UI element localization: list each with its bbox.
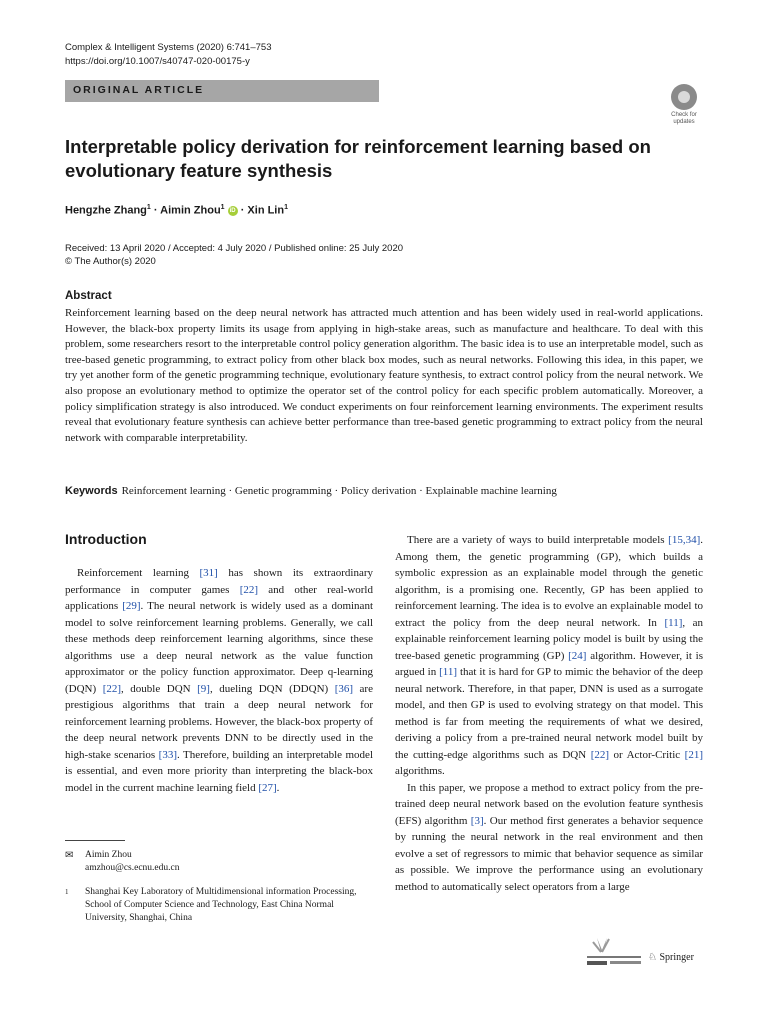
keywords-label: Keywords [65, 485, 118, 497]
citation-link[interactable]: [22] [590, 748, 610, 761]
citation-link[interactable]: [3] [470, 814, 484, 827]
citation-link[interactable]: [31] [199, 567, 218, 579]
journal-line: Complex & Intelligent Systems (2020) 6:741–753 [65, 42, 272, 53]
author-affiliation: 1 [284, 204, 288, 211]
section-heading-introduction: Introduction [65, 531, 147, 547]
check-updates-badge[interactable] [665, 84, 703, 124]
publication-dates [65, 242, 403, 268]
citation-link[interactable]: [33] [158, 748, 177, 761]
citation-link[interactable]: [11] [664, 616, 683, 629]
copyright-line: © The Author(s) 2020 [65, 256, 156, 267]
affiliation-text: Shanghai Key Laboratory of Multidimensional information Processing, School of Computer Science and Technology, East China Normal University, Shanghai, China [85, 887, 357, 923]
text-column-right [395, 532, 703, 895]
journal-citation [65, 41, 271, 69]
abstract-heading: Abstract [65, 290, 112, 302]
doi-link[interactable]: https://doi.org/10.1007/s40747-020-00175-y [65, 56, 250, 67]
text-column-left [65, 565, 373, 796]
corresponding-email[interactable]: amzhou@cs.ecnu.edu.cn [85, 863, 180, 873]
kacst-logo [583, 936, 645, 968]
dates-line: Received: 13 April 2020 / Accepted: 4 July 2020 / Published online: 25 July 2020 [65, 243, 404, 254]
citation-link[interactable]: [22] [239, 583, 259, 596]
citation-link[interactable]: [9] [197, 682, 210, 695]
footnote-divider [65, 840, 125, 841]
author-affiliation: 1 [220, 204, 225, 211]
corresponding-name: Aimin Zhou [85, 850, 132, 860]
envelope-icon: ✉ [65, 850, 74, 861]
abstract-text: Reinforcement learning based on the deep neural network has attracted much attention and has been widely used in real-world applications. However, the black-box property limits its usage from applying in high-stake areas, such as manufacture and healthcare. To deal with this problem, some researchers resort to the interpretable control policy generation algorithm. The basic idea is to use an interpretable model, such as tree-based genetic programming, to extract policy from other black box modes, such as neural networks. Following this idea, in this paper, we try yet another form of the genetic programming technique, evolutionary feature synthesis, to extract control policy from the neural network. We also propose an evolutionary method to optimize the operator set of the control policy for each specific problem automatically. Moreover, a policy simplification strategy is also introduced. We conduct experiments on four reinforcement learning environments. The experiment results reveal that evolutionary feature synthesis can achieve better performance than tree-based genetic programming to extract policy from the neural network with comparable interpretability. [65, 307, 703, 444]
keywords [65, 485, 557, 497]
publisher-logo [648, 952, 694, 963]
author-affiliation: 1 [146, 204, 151, 211]
publisher-name: Springer [659, 952, 694, 963]
springer-horse-icon: ♘ [648, 952, 657, 963]
citation-link[interactable]: [21] [684, 748, 703, 761]
author-list: Hengzhe Zhang$^1$ · Aimin Zhou$^1$ iD · Xin Lin$^1$ [65, 204, 288, 217]
citation-link[interactable]: [29] [122, 600, 141, 612]
paragraph: There are a variety of ways to build interpretable models [15,34]. Among them, the genetic programming (GP), which builds a symbolic expression as an explainable model through the genetic algorithm, is a promising one. Recently, GP has been applied to reinforcement learning. The idea is to evolve an explainable model to extract the policy from the deep neural network. In [11], an explainable reinforcement learning policy model is built by using the tree-based genetic programming (GP) [24] algorithm. However, it is argued in [11] that it is hard for GP to mimic the behavior of the deep neural network. Therefore, in that paper, DNN is used as a surrogate model, and then GP is used to evolving strategy on that model. This method is far from meeting the requirements of what we desired, deriving a policy from a pre-trained neural network model built by the cutting-edge algorithms such as DQN [22] or Actor-Critic [21] algorithms. [395, 534, 703, 777]
paragraph: Reinforcement learning [31] has shown its extraordinary performance in computer games [22] and other real-world applications [29]. The neural network is widely used as a dominant model to solve reinforcement learning problems. Generally, we call these methods deep reinforcement learning algorithms, since these algorithms use a deep neural network as the value function approximator or the policy function approximator. Deep q-learning (DQN) [22], double DQN [9], dueling DQN (DDQN) [36] are prestigious algorithms that train a deep neural network for reinforcement learning problems. However, the black-box property of the deep neural network prevents DNN to be directly used in the high-stake scenarios [33]. Therefore, building an interpretable model is essential, and even more priority than interpreting the black-box model in the current machine learning field [27]. [65, 567, 373, 794]
citation-link[interactable]: [22] [102, 682, 122, 695]
article-type-banner [65, 80, 379, 102]
citation-link[interactable]: [11] [439, 666, 458, 678]
paragraph: In this paper, we propose a method to extract policy from the pre-trained deep neural network based on the evolution feature synthesis (EFS) algorithm [3]. Our method first generates a behavior sequence by running the neural network in the real environment and then evolve a set of regressors to mimic that behavior sequence as similar as possible. We improve the performance using an evolutionary method to automatically select operators from a large [395, 781, 703, 893]
citation-link[interactable]: [27] [258, 781, 277, 794]
article-type: ORIGINAL ARTICLE [73, 84, 205, 96]
author-name: Hengzhe Zhang [65, 204, 147, 217]
author-name: Xin Lin [247, 204, 285, 217]
orcid-icon[interactable]: iD [229, 207, 236, 214]
check-updates-icon [671, 84, 697, 110]
affiliation-number: 1 [65, 888, 69, 896]
citation-link[interactable]: [24] [568, 649, 587, 662]
citation-link[interactable]: [15,34] [668, 534, 701, 546]
keywords-text: Reinforcement learning · Genetic programming · Policy derivation · Explainable machine learning [121, 485, 557, 497]
author-name: Aimin Zhou [160, 204, 221, 217]
paper-title: Interpretable policy derivation for reinforcement learning based on evolutionary feature synthesis [65, 136, 651, 181]
citation-link[interactable]: [36] [334, 682, 354, 695]
check-updates-label: Check for updates [671, 112, 697, 125]
